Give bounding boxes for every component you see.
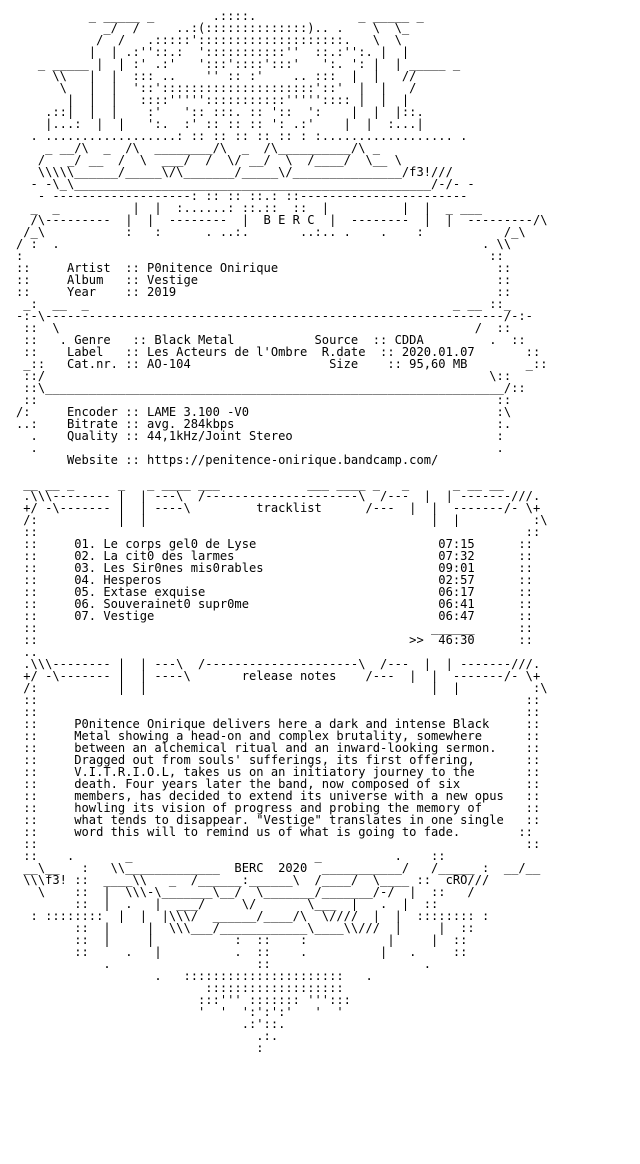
nfo-line: :: :: xyxy=(16,837,541,851)
nfo-line: - -------------------: :: :: ::.: ::----------------------- xyxy=(16,189,468,203)
nfo-line: . :: . xyxy=(16,957,432,971)
nfo-line: :::''' ::::::: '''::: xyxy=(16,993,351,1007)
nfo-line: :: 06. Souverainet0 supr0me 06:41 :: xyxy=(16,597,533,611)
nfo-line: . Quality :: 44,1kHz/Joint Stereo : xyxy=(16,429,504,443)
nfo-line: .\\\-------- | | ---\ /---------------------\ /--- | | -------///. xyxy=(16,657,541,671)
nfo-line: :: . Genre :: Black Metal Source :: CDDA . :: xyxy=(16,333,526,347)
nfo-line[interactable]: Website :: https://penitence-onirique.bandcamp.com/ xyxy=(16,453,439,467)
nfo-line: .\\\-------- | | ---\ /---------------------\ /--- | | -------///. xyxy=(16,489,541,503)
nfo-line: :: howling its vision of progress and probing the memory of :: xyxy=(16,801,541,815)
nfo-line: . :::::::::::::::::::::: . xyxy=(16,969,373,983)
nfo-line: :: | . | ___/ \/ \___ | . | :: xyxy=(16,897,439,911)
nfo-line: |...: | | ':. :' :: :: :: ': .:' | | :...| xyxy=(16,117,424,131)
nfo-line: :: Album :: Vestige :: xyxy=(16,273,512,287)
nfo-line: \\ | | ::: .. '' :: :' .. ::: | | // xyxy=(16,69,417,83)
nfo-line: ..: Bitrate :: avg. 284kbps :. xyxy=(16,417,512,431)
nfo-line: : :::::::: | | |\\\/ ______/____/\ \//// | | :::::::: : xyxy=(16,909,490,923)
nfo-line: ::\_______________________________________________________________/:: xyxy=(16,381,526,395)
nfo-line: \\\f3! :: ____\\ _ /______:______\ /____/ \____ :: cRO/// xyxy=(16,873,490,887)
nfo-line: .:'::. xyxy=(16,1017,286,1031)
nfo-line: _ _____ _ .::::. _ _____ _ xyxy=(16,9,424,23)
nfo-line: .::| | | :' ':: :::. :: ':: ': | | |::. xyxy=(16,105,424,119)
nfo-line: :: 07. Vestige 06:47 :: xyxy=(16,609,533,623)
nfo-line: /\--------- | | -------- | B E R C | -------- | | ---------/\ xyxy=(16,213,548,227)
nfo-line: /: Encoder :: LAME 3.100 -V0 :\ xyxy=(16,405,512,419)
nfo-line: ' ' ':':':' ' ' xyxy=(16,1005,344,1019)
nfo-line: / _/ __ / \ ___/ / \/ __/ \ /____/ \__ \ xyxy=(16,153,402,167)
nfo-line: ::::::::::::::::::: xyxy=(16,981,344,995)
nfo-line: :: . _ _ . :: xyxy=(16,849,446,863)
nfo-line: :: V.I.T.R.I.O.L, takes us on an initiatory journey to the :: xyxy=(16,765,541,779)
nfo-line: / / .:::::'::::::::::::::::::::. \ \ xyxy=(16,33,402,47)
nfo-line: __ __ _ _ _ ____ ___ ___ ____ _ _ _ __ __ xyxy=(16,477,504,491)
nfo-line: :: Dragged out from souls' sufferings, its first offering, :: xyxy=(16,753,541,767)
nfo-line: +/ -\------- | | ----\ release notes /--- | | -------/- \+ xyxy=(16,669,541,683)
nfo-line: :: >> 46:30 :: xyxy=(16,633,533,647)
nfo-line: :: P0nitence Onirique delivers here a dark and intense Black :: xyxy=(16,717,541,731)
nfo-line: :: what tends to disappear. "Vestige" translates in one single :: xyxy=(16,813,541,827)
nfo-line: __\__ : \\_____________ BERC 2020 ___________/ /_____ : __/__ xyxy=(16,861,541,875)
nfo-line: -:-\---------------------------------------------------------------/-:- xyxy=(16,309,533,323)
nfo-line: : xyxy=(16,1041,264,1055)
nfo-line: / : . . \\ xyxy=(16,237,512,251)
nfo-line: - -\_\_________________________________________________/-/- - xyxy=(16,177,475,191)
nfo-line: _/ / ..:(::::::::::::::).. . \ \_ xyxy=(16,21,410,35)
nfo-line: :: word this will to remind us of what is going to fade. :: xyxy=(16,825,533,839)
nfo-line: :: ______ :: xyxy=(16,621,533,635)
nfo-line: /: | | | | :\ xyxy=(16,681,548,695)
nfo-line: ::/ \:: xyxy=(16,369,512,383)
nfo-line: :: :: xyxy=(16,393,512,407)
nfo-line: :: Label :: Les Acteurs de l'Ombre R.date :: 2020.01.07 :: xyxy=(16,345,541,359)
nfo-line: _ _ | | :......: ::.:: :: | | | _ ___ xyxy=(16,201,482,215)
nfo-line: _: __ _ _ __ ::_ xyxy=(16,297,512,311)
nfo-ascii-art xyxy=(16,10,548,1054)
nfo-line: \\\\\______/_____\/\_______/_____\/_______________/f3!/// xyxy=(16,165,453,179)
nfo-line: :: :: xyxy=(16,693,541,707)
nfo-line: : :: xyxy=(16,249,504,263)
nfo-line: :: 05. Extase exquise 06:17 :: xyxy=(16,585,533,599)
nfo-line: _:: Cat.nr. :: AO-104 Size :: 95,60 MB _:: xyxy=(16,357,548,371)
nfo-line: :: :: xyxy=(16,705,541,719)
nfo-line: +/ -\------- | | ----\ tracklist /--- | | -------/- \+ xyxy=(16,501,541,515)
nfo-line: :: 02. La cit0 des larmes 07:32 :: xyxy=(16,549,533,563)
nfo-line: :: 03. Les Sir0nes mis0rables 09:01 :: xyxy=(16,561,533,575)
nfo-line: :: | | : :: : | | :: xyxy=(16,933,468,947)
nfo-line: .:. xyxy=(16,1029,279,1043)
nfo-line: | | | ::::''''':::::::::::''''':::: | | | xyxy=(16,93,410,107)
nfo-line: :: Metal showing a head-on and complex brutality, somewhere :: xyxy=(16,729,541,743)
nfo-line: :: members, has decided to extend its universe with a new opus :: xyxy=(16,789,541,803)
nfo-line: /_\ : : . ..:. ..:.. . . : /_\ xyxy=(16,225,526,239)
nfo-line: :: | | \\\___/____________\____\\/// | | :: xyxy=(16,921,475,935)
nfo-line: .. xyxy=(16,645,38,659)
nfo-line: :: death. Four years later the band, now composed of six :: xyxy=(16,777,541,791)
nfo-line: :: between an alchemical ritual and an inward-looking sermon. :: xyxy=(16,741,541,755)
nfo-line: :: Artist :: P0nitence Onirique :: xyxy=(16,261,512,275)
nfo-line: . . xyxy=(16,441,504,455)
nfo-line: _ __/\ _ /\ ________/\ _ /\__________/\ _ xyxy=(16,141,381,155)
nfo-line: \ | | '::':::::::::::::::::::::'::' | | / xyxy=(16,81,417,95)
nfo-line: :: \ / :: xyxy=(16,321,512,335)
nfo-line: _ _____ | | :' .:' ':::'::::':::' ':. ': | | _____ _ xyxy=(16,57,461,71)
nfo-line: :: :: xyxy=(16,525,541,539)
nfo-line: . ..................: :: :: :: :: :: : :.................. . xyxy=(16,129,468,143)
nfo-line: :: 04. Hesperos 02:57 :: xyxy=(16,573,533,587)
nfo-line: :: 01. Le corps gel0 de Lyse 07:15 :: xyxy=(16,537,533,551)
nfo-line: :: . | . :: . | . :: xyxy=(16,945,468,959)
nfo-line: \ :: | \\\-\_______\__/ \_______/_______/-/ | :: / xyxy=(16,885,475,899)
nfo-line: | | .:''::.: ':::::::::::'' ::.:'':. | | xyxy=(16,45,410,59)
nfo-line: :: Year :: 2019 :: xyxy=(16,285,512,299)
nfo-line: /: | | | | :\ xyxy=(16,513,548,527)
